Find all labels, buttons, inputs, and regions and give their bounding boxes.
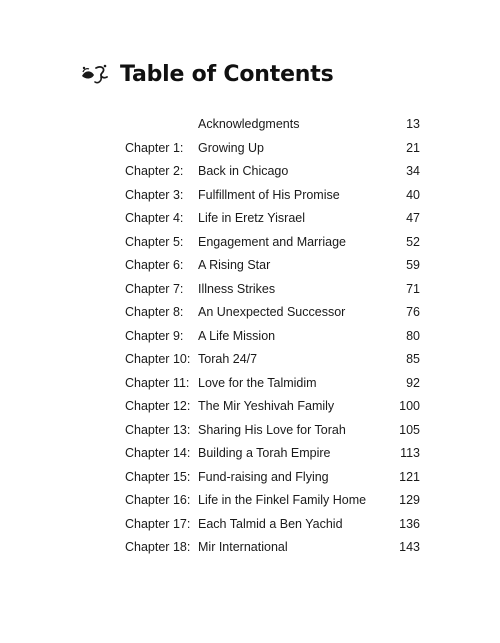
toc-page-number: 92 <box>406 375 420 390</box>
toc-entry-title: Fund-raising and Flying <box>198 469 329 484</box>
toc-page-number: 143 <box>399 540 420 554</box>
toc-chapter-label: Chapter 5: <box>125 234 184 249</box>
toc-page-number: 34 <box>406 164 420 178</box>
toc-page-number: 85 <box>406 352 420 366</box>
toc-entry-title: An Unexpected Successor <box>198 305 346 319</box>
toc-entry-title: A Rising Star <box>198 258 271 272</box>
table-of-contents <box>0 113 500 560</box>
toc-page-number: 121 <box>399 469 420 484</box>
toc-entry-title: Life in Eretz Yisrael <box>198 211 305 225</box>
toc-entry-title: Life in the Finkel Family Home <box>198 493 367 507</box>
page-title: Table of Contents <box>120 61 334 87</box>
toc-entry-title: Back in Chicago <box>198 164 289 178</box>
toc-page-number: 40 <box>406 187 420 202</box>
toc-entry <box>0 231 500 255</box>
toc-page-number: 71 <box>406 281 420 296</box>
toc-page-number: 21 <box>406 140 420 155</box>
toc-chapter-label: Chapter 8: <box>125 305 184 319</box>
toc-entry <box>0 184 500 208</box>
toc-entry <box>0 160 500 184</box>
toc-entry <box>0 442 500 466</box>
toc-page-number: 52 <box>406 234 420 249</box>
toc-entry <box>0 536 500 560</box>
toc-entry-title: Growing Up <box>198 140 264 155</box>
toc-chapter-label: Chapter 13: <box>125 422 191 437</box>
toc-page-number: 113 <box>400 446 420 460</box>
toc-entry-title: Building a Torah Empire <box>198 446 331 460</box>
toc-entry-title: A Life Mission <box>198 328 276 343</box>
toc-chapter-label: Chapter 17: <box>125 516 191 531</box>
toc-entry-title: Sharing His Love for Torah <box>198 422 346 437</box>
toc-page-number: 80 <box>406 328 420 343</box>
toc-chapter-label: Chapter 12: <box>125 399 191 413</box>
toc-entry <box>0 372 500 396</box>
toc-chapter-label: Chapter 10: <box>125 352 191 366</box>
toc-page-number: 100 <box>399 399 420 413</box>
toc-chapter-label: Chapter 3: <box>125 187 184 202</box>
toc-page-number: 105 <box>399 422 420 437</box>
toc-page-number: 76 <box>406 305 420 319</box>
decorative-flourish-icon <box>80 62 110 86</box>
toc-chapter-label: Chapter 7: <box>125 281 184 296</box>
toc-page-number: 47 <box>406 211 420 225</box>
toc-chapter-label: Chapter 14: <box>125 446 191 460</box>
toc-entry-title: The Mir Yeshivah Family <box>198 399 335 413</box>
toc-entry-title: Acknowledgments <box>198 117 300 131</box>
toc-entry <box>0 419 500 443</box>
toc-page-number: 59 <box>406 258 420 272</box>
toc-page-number: 136 <box>399 516 420 531</box>
toc-entry <box>0 137 500 161</box>
toc-entry <box>0 301 500 325</box>
toc-entry <box>0 348 500 372</box>
toc-entry <box>0 466 500 490</box>
toc-entry <box>0 489 500 513</box>
toc-chapter-label: Chapter 1: <box>125 140 184 155</box>
toc-chapter-label: Chapter 18: <box>125 540 191 554</box>
toc-page-number: 129 <box>399 493 420 507</box>
toc-entry-title: Mir International <box>198 540 288 554</box>
toc-entry-title: Illness Strikes <box>198 281 276 296</box>
toc-chapter-label: Chapter 11: <box>125 375 190 390</box>
toc-page-number: 13 <box>406 117 420 131</box>
toc-entry <box>0 278 500 302</box>
toc-chapter-label: Chapter 2: <box>125 164 184 178</box>
toc-entry <box>0 113 500 137</box>
toc-entry <box>0 513 500 537</box>
toc-chapter-label: Chapter 9: <box>125 328 184 343</box>
toc-entry-title: Love for the Talmidim <box>198 375 317 390</box>
toc-heading <box>80 56 333 92</box>
toc-chapter-label: Chapter 16: <box>125 493 191 507</box>
toc-chapter-label: Chapter 15: <box>125 469 191 484</box>
toc-entry-title: Engagement and Marriage <box>198 234 347 249</box>
toc-entry-title: Torah 24/7 <box>198 352 258 366</box>
toc-entry <box>0 395 500 419</box>
toc-entry <box>0 325 500 349</box>
toc-entry-title: Fulfillment of His Promise <box>198 187 340 202</box>
toc-entry-title: Each Talmid a Ben Yachid <box>198 516 343 531</box>
toc-entry <box>0 254 500 278</box>
toc-chapter-label: Chapter 6: <box>125 258 184 272</box>
toc-entry <box>0 207 500 231</box>
toc-chapter-label: Chapter 4: <box>125 211 184 225</box>
